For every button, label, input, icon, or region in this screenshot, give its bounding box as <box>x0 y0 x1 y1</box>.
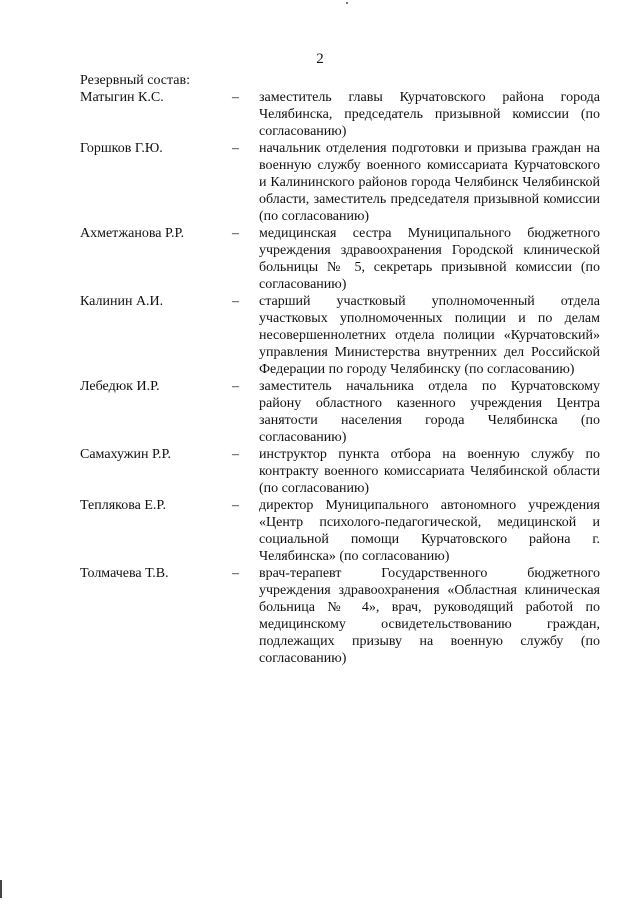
member-position: инструктор пункта отбора на военную службу по контракту военного комиссариата Челябинской области (по согласованию) <box>259 447 600 496</box>
member-name: Самахужин Р.Р. <box>80 447 172 462</box>
dash-separator: – <box>232 566 239 581</box>
commission-member-list <box>80 89 600 667</box>
member-position: заместитель главы Курчатовского района города Челябинска, председатель призывной комиссии (по согласованию) <box>259 90 600 139</box>
member-entry <box>80 140 600 225</box>
dash-separator: – <box>232 447 239 462</box>
member-name: Матыгин К.С. <box>80 90 164 105</box>
dash-separator: – <box>232 90 239 105</box>
member-name: Калинин А.И. <box>80 294 164 309</box>
member-position: медицинская сестра Муниципального бюджетного учреждения здравоохранения Городской клинической больницы № 5, секретарь призывной комиссии (по согласованию) <box>259 226 600 292</box>
member-entry <box>80 225 600 293</box>
member-position: врач-терапевт Государственного бюджетного учреждения здравоохранения «Областная клиническая больница № 4», врач, руководящий работой по медицинскому освидетельствованию граждан, подлежащих призыву на военную службу (по согласованию) <box>259 566 600 666</box>
dash-separator: – <box>232 226 239 241</box>
scan-edge-mark <box>0 880 2 898</box>
member-position: начальник отделения подготовки и призыва граждан на военную службу военного комиссариата Курчатовского и Калининского районов города Челябинск Челябинской области, заместитель председателя призывной комиссии (по согласованию) <box>259 141 600 224</box>
member-entry <box>80 497 600 565</box>
member-name: Ахметжанова Р.Р. <box>80 226 185 241</box>
reserve-composition-heading: Резервный состав: <box>80 73 191 88</box>
member-entry <box>80 565 600 667</box>
member-entry <box>80 293 600 378</box>
dash-separator: – <box>232 379 239 394</box>
member-position: заместитель начальника отдела по Курчатовскому району областного казенного учреждения Центра занятости населения города Челябинска (по согласованию) <box>259 379 600 445</box>
member-name: Теплякова Е.Р. <box>80 498 166 513</box>
page-number: 2 <box>316 51 324 67</box>
member-name: Толмачева Т.В. <box>80 566 169 581</box>
dash-separator: – <box>232 294 239 309</box>
member-entry <box>80 378 600 446</box>
member-name: Лебедюк И.Р. <box>80 379 160 394</box>
member-name: Горшков Г.Ю. <box>80 141 163 156</box>
dash-separator: – <box>232 498 239 513</box>
dash-separator: – <box>232 141 239 156</box>
member-position: директор Муниципального автономного учреждения «Центр психолого-педагогической, медицинской и социальной помощи Курчатовского района г. Челябинска» (по согласованию) <box>259 498 600 564</box>
scan-speck <box>346 2 348 4</box>
member-position: старший участковый уполномоченный отдела участковых уполномоченных полиции и по делам несовершеннолетних отдела полиции «Курчатовский» управления Министерства внутренних дел Российской Федерации по городу Челябинску (по согласованию) <box>259 294 600 377</box>
member-entry <box>80 89 600 140</box>
member-entry <box>80 446 600 497</box>
